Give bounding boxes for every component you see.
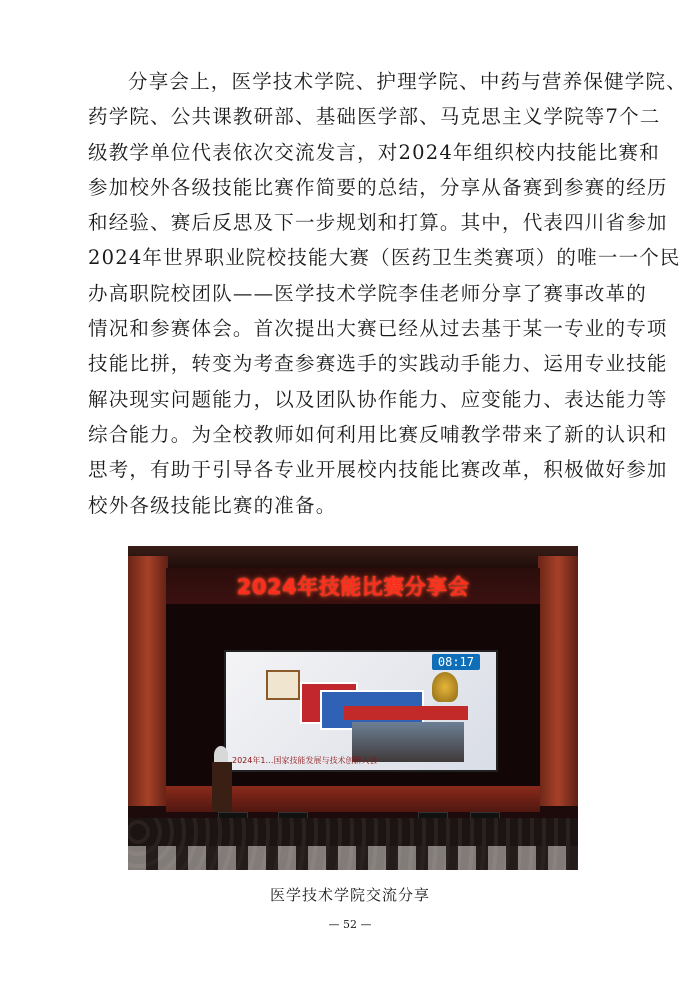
paragraph-line: 级教学单位代表依次交流发言，对2024年组织校内技能比赛和: [88, 140, 660, 164]
trophy-icon: [432, 672, 458, 702]
wall-panel-right: [538, 556, 578, 806]
paragraph-line: 思考，有助于引导各专业开展校内技能比赛改革，积极做好参加: [88, 458, 668, 482]
paragraph-line: 2024年世界职业院校技能大赛（医药卫生类赛项）的唯一一个民: [88, 246, 681, 270]
paragraph-line: 办高职院校团队——医学技术学院李佳老师分享了赛事改革的: [88, 281, 647, 305]
slide-caption: 2024年1…国家技能发展与技术创新大会: [232, 756, 378, 765]
paragraph-line: 校外各级技能比赛的准备。: [88, 493, 337, 517]
slide-certificate: [266, 670, 300, 700]
slide-banner: [344, 706, 468, 720]
audience-seats: [128, 846, 578, 870]
paragraph-line: 药学院、公共课教研部、基础医学部、马克思主义学院等7个二: [88, 105, 661, 129]
paragraph-line: 综合能力。为全校教师如何利用比赛反哺教学带来了新的认识和: [88, 422, 668, 446]
ceiling: [128, 546, 578, 568]
screen-clock: 08:17: [432, 654, 480, 670]
page-number: — 52 —: [328, 918, 372, 931]
paragraph-line: 参加校外各级技能比赛作简要的总结，分享从备赛到参赛的经历: [88, 175, 668, 199]
projection-screen: [224, 650, 498, 772]
event-photo: [128, 546, 578, 870]
podium: [212, 762, 232, 812]
paragraph-line: 和经验、赛后反思及下一步规划和打算。其中，代表四川省参加: [88, 211, 668, 235]
wall-panel-left: [128, 556, 168, 806]
led-banner: [166, 568, 540, 606]
paragraph-line: 解决现实问题能力，以及团队协作能力、应变能力、表达能力等: [88, 387, 668, 411]
paragraph-line: 情况和参赛体会。首次提出大赛已经从过去基于某一专业的专项: [88, 317, 668, 341]
body-paragraph: [88, 64, 687, 523]
paragraph-line: 分享会上，医学技术学院、护理学院、中药与营养保健学院、: [128, 70, 687, 93]
paragraph-line: 技能比拼，转变为考查参赛选手的实践动手能力、运用专业技能: [88, 352, 668, 376]
banner-text: 2024年技能比赛分享会: [236, 575, 470, 599]
photo-caption: 医学技术学院交流分享: [269, 886, 430, 904]
